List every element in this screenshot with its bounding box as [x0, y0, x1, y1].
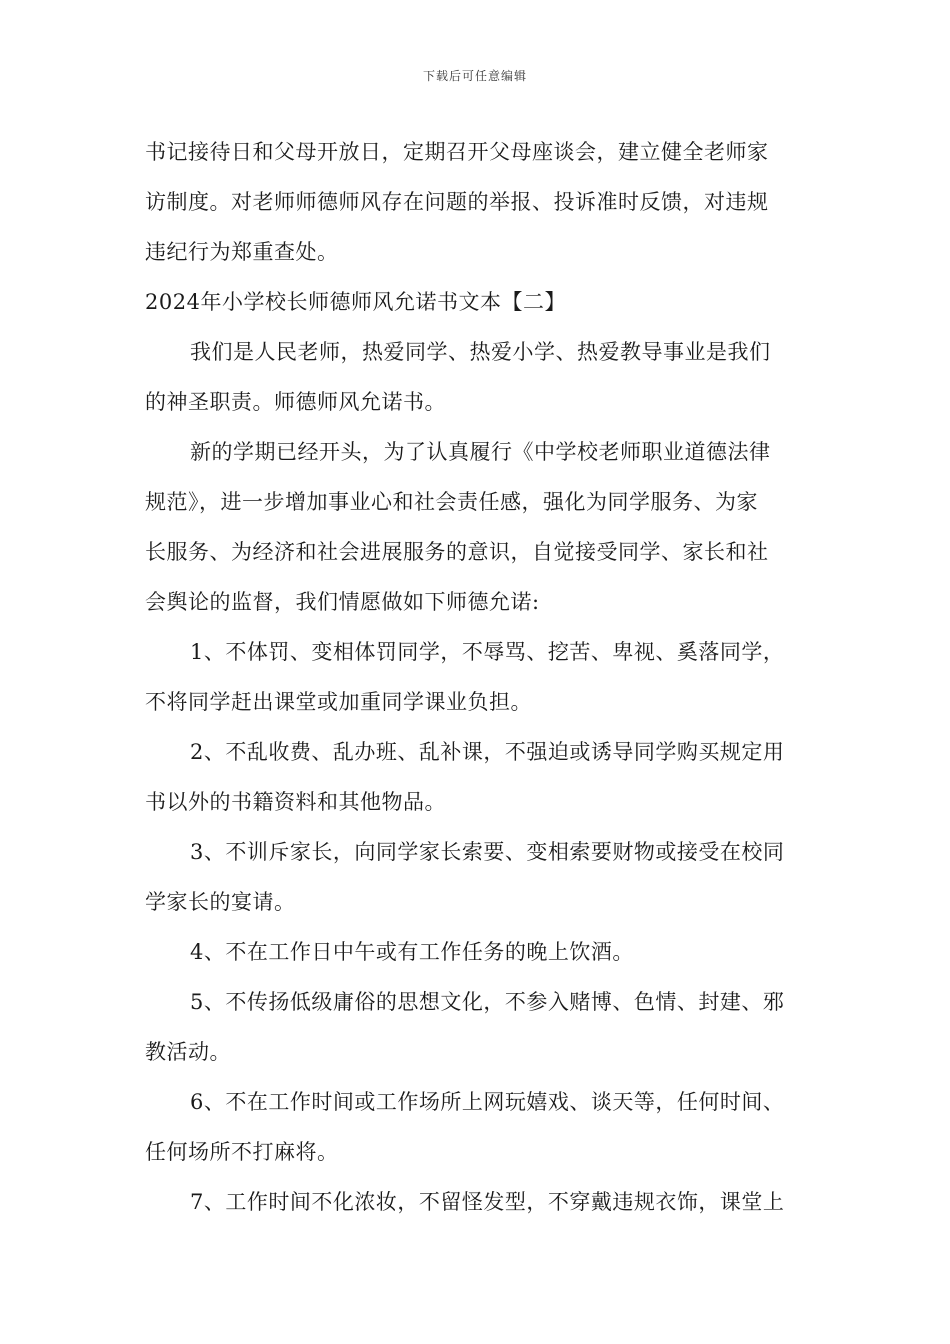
text-line: 学家长的宴请。 — [145, 890, 296, 914]
list-item: 6、不在工作时间或工作场所上网玩嬉戏、谈天等，任何时间、 — [190, 1090, 785, 1114]
text-line: 违纪行为郑重查处。 — [145, 240, 339, 264]
text-line: 长服务、为经济和社会进展服务的意识，自觉接受同学、家长和社 — [145, 540, 769, 564]
document-body — [145, 127, 809, 1227]
list-item: 4、不在工作日中午或有工作任务的晚上饮酒。 — [190, 940, 634, 964]
text-line: 的神圣职责。师德师风允诺书。 — [145, 390, 446, 414]
text-line: 书记接待日和父母开放日，定期召开父母座谈会，建立健全老师家 — [145, 140, 769, 164]
text-line: 教活动。 — [145, 1040, 231, 1064]
list-item: 5、不传扬低级庸俗的思想文化，不参入赌博、色情、封建、邪 — [190, 990, 785, 1014]
list-item: 1、不体罚、变相体罚同学，不辱骂、挖苦、卑视、奚落同学， — [190, 640, 785, 664]
text-line: 书以外的书籍资料和其他物品。 — [145, 790, 446, 814]
text-line: 新的学期已经开头，为了认真履行《中学校老师职业道德法律 — [190, 440, 771, 464]
text-line: 访制度。对老师师德师风存在问题的举报、投诉准时反馈，对违规 — [145, 190, 769, 214]
page-header: 下载后可任意编辑 — [422, 69, 527, 83]
text-line: 我们是人民老师，热爱同学、热爱小学、热爱教导事业是我们 — [190, 340, 771, 364]
text-line: 不将同学赶出课堂或加重同学课业负担。 — [145, 690, 532, 714]
text-line: 规范》，进一步增加事业心和社会责任感，强化为同学服务、为家 — [145, 490, 758, 514]
list-item: 3、不训斥家长，向同学家长索要、变相索要财物或接受在校同 — [190, 840, 785, 864]
text-line: 任何场所不打麻将。 — [145, 1140, 339, 1164]
section-heading: 2024年小学校长师德师风允诺书文本【二】 — [145, 290, 566, 314]
text-line: 会舆论的监督，我们情愿做如下师德允诺: — [145, 590, 540, 614]
list-item: 7、工作时间不化浓妆，不留怪发型，不穿戴违规衣饰，课堂上 — [190, 1190, 785, 1214]
list-item: 2、不乱收费、乱办班、乱补课，不强迫或诱导同学购买规定用 — [190, 740, 785, 764]
